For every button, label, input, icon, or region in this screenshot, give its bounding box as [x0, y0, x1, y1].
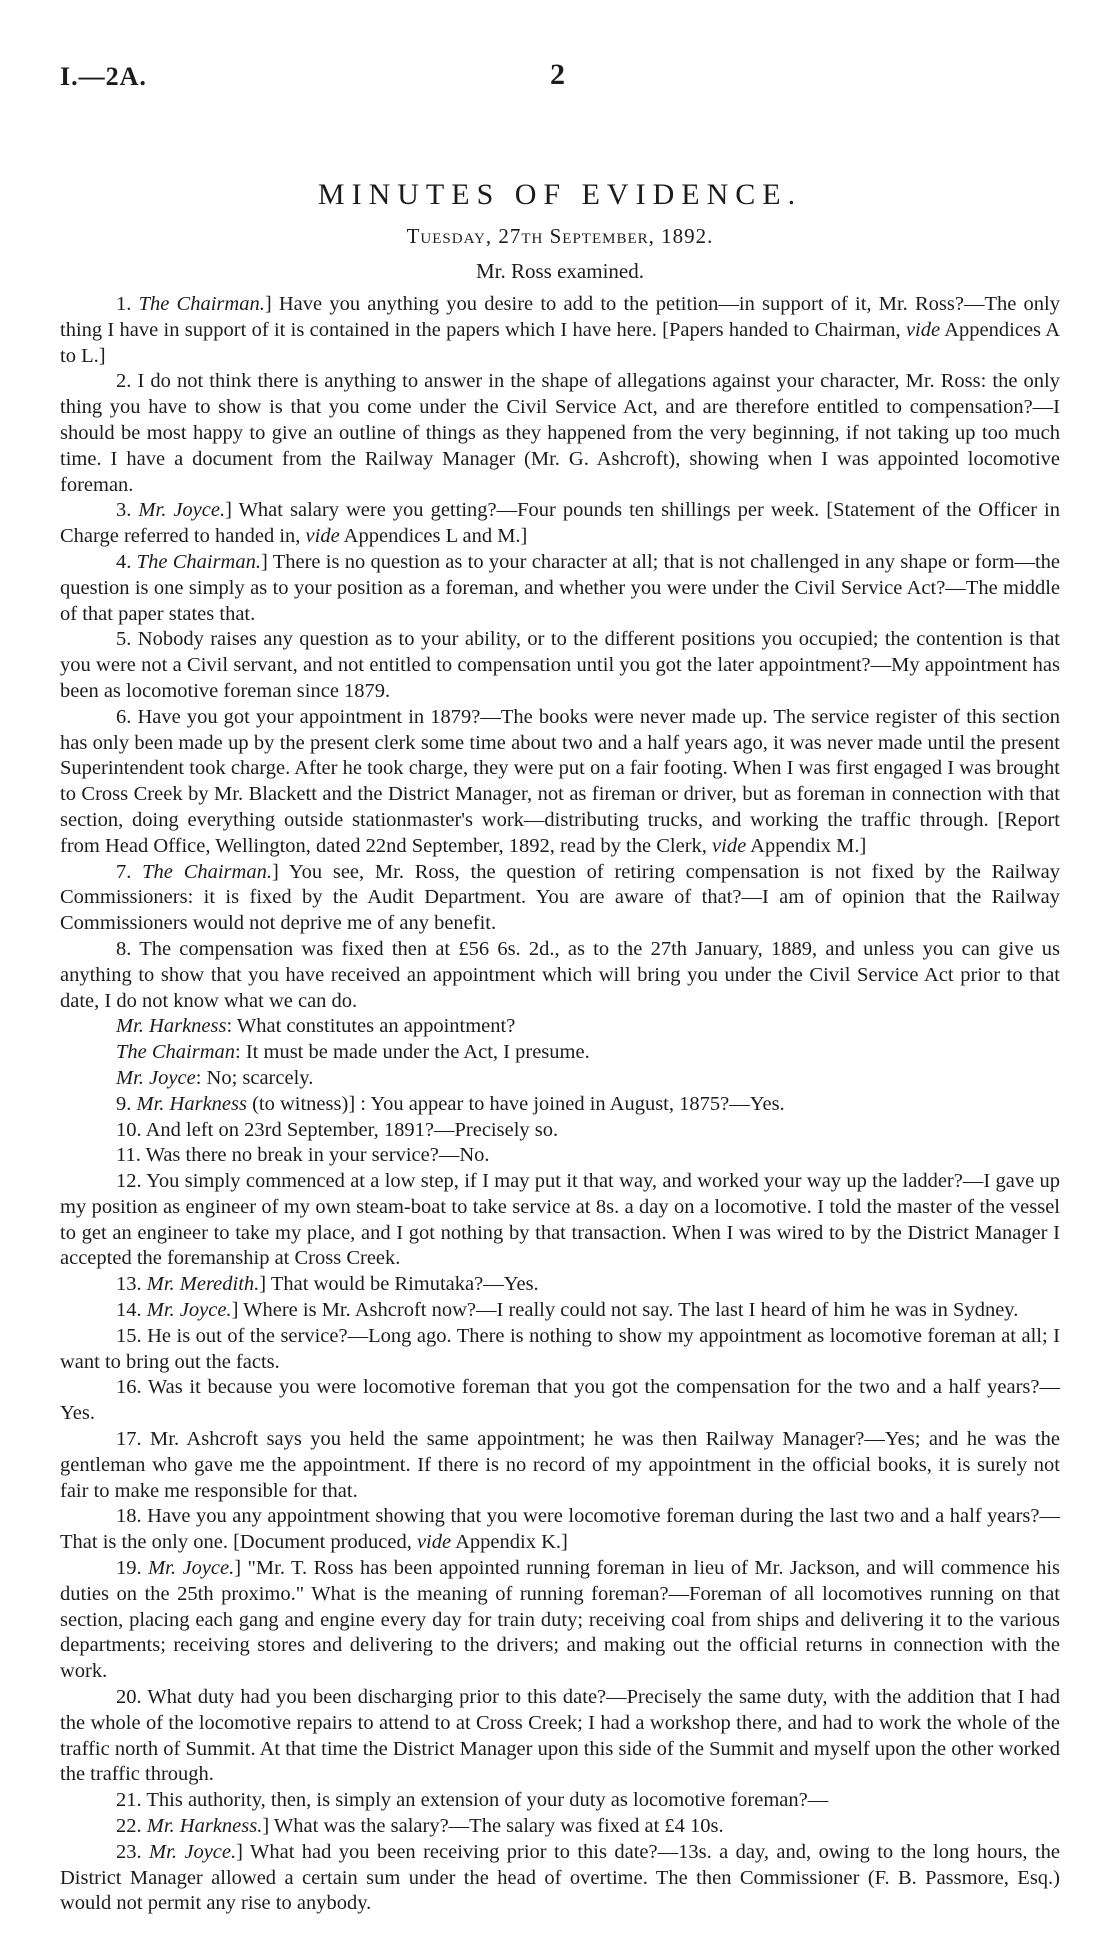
paragraph-text: Appendix K.]: [451, 1531, 568, 1554]
paragraph-text: 1.: [116, 293, 139, 315]
speaker-name: vide: [905, 318, 941, 341]
speaker-name: The Chairman.: [142, 860, 272, 883]
speaker-name: vide: [712, 834, 747, 857]
speaker-name: Mr. Meredith.: [146, 1273, 260, 1296]
paragraph-text: (to witness)] : You appear to have joined in August, 1875?—Yes.: [246, 1092, 785, 1115]
paragraph-text: ] You see, Mr. Ross, the question of retiring compensation is not fixed by the Railway Commissioners: it is fixed by the Audit Department. You are aware of that?—I am of opinion that the Railway Commissioners would not deprive me of any benefit.: [60, 860, 1060, 935]
speaker-name: Mr. Harkness: [116, 1015, 227, 1038]
speaker-name: Mr. Joyce.: [138, 499, 226, 522]
paragraph-text: 15. He is out of the service?—Long ago. There is nothing to show my appointment as locomotive foreman at all; I want to bring out the facts.: [60, 1324, 1060, 1373]
paragraph-text: 9.: [116, 1092, 137, 1115]
evidence-paragraph: [60, 1298, 1060, 1324]
paragraph-text: : No; scarcely.: [195, 1066, 314, 1089]
evidence-paragraph: [60, 860, 1060, 937]
evidence-paragraph: [60, 1814, 1060, 1840]
paragraph-text: : It must be made under the Act, I presume.: [235, 1041, 590, 1064]
evidence-paragraph: [60, 1504, 1060, 1556]
paragraph-text: 7.: [116, 860, 143, 883]
evidence-paragraph: [60, 1014, 1060, 1040]
paragraph-text: 2. I do not think there is anything to answer in the shape of allegations against your character, Mr. Ross: the only thing you have to show is that you come under the Civil Service Act, and are therefore entitled to compensation?—I should be most happy to give an outline of things as they happened from the very beginning, if not taking up too much time. I have a document from the Railway Manager (Mr. G. Ashcroft), showing when I was appointed locomotive foreman.: [60, 370, 1060, 496]
evidence-paragraph: [60, 369, 1060, 498]
evidence-paragraph: [60, 292, 1060, 369]
speaker-name: Mr. Harkness.: [146, 1815, 263, 1838]
paragraph-text: ] What salary were you getting?—Four pounds ten shillings per week. [Statement of the Officer in Charge referred to handed in,: [60, 499, 1061, 548]
paragraph-text: 14.: [116, 1299, 147, 1322]
paragraph-text: 5. Nobody raises any question as to your ability, or to the different positions you occupied; the contention is that you were not a Civil servant, and not entitled to compensation until you got the later appointment?—My appointment has been as locomotive foreman since 1879.: [60, 628, 1060, 702]
paragraph-text: 18. Have you any appointment showing that you were locomotive foreman during the last two and a half years?—That is the only one. [Document produced,: [60, 1505, 1060, 1554]
paragraph-text: 21. This authority, then, is simply an extension of your duty as locomotive foreman?—: [116, 1789, 829, 1812]
paragraph-text: 8. The compensation was fixed then at £56 6s. 2d., as to the 27th January, 1889, and unless you can give us anything to show that you have received an appointment which will bring you under the Civil Service Act prior to that date, I do not know what we can do.: [60, 937, 1060, 1012]
paragraph-text: ] "Mr. T. Ross has been appointed running foreman in lieu of Mr. Jackson, and will commence his duties on the 25th proximo." What is the meaning of running foreman?—Foreman of all locomotives running on that section, placing each gang and engine every day for train duty; receiving coal from ships and delivering it to the various departments; receiving stores and delivering to the drivers; and making out the official returns in connection with the work.: [60, 1557, 1060, 1683]
evidence-paragraph: [60, 1143, 1060, 1169]
evidence-paragraph: [60, 550, 1060, 627]
evidence-paragraph: [60, 1066, 1060, 1092]
paragraph-text: ] What was the salary?—The salary was fixed at £4 10s.: [262, 1815, 724, 1838]
evidence-paragraph: [60, 1169, 1060, 1272]
evidence-paragraph: [60, 937, 1060, 1014]
speaker-name: Mr. Joyce.: [146, 1299, 232, 1322]
paragraph-text: 16. Was it because you were locomotive foreman that you got the compensation for the two and a half years?—Yes.: [60, 1376, 1060, 1425]
speaker-name: The Chairman: [116, 1041, 236, 1064]
speaker-name: Mr. Harkness: [136, 1092, 247, 1115]
evidence-paragraph: [60, 705, 1060, 860]
paragraph-text: ] That would be Rimutaka?—Yes.: [259, 1273, 539, 1296]
document-page: [60, 40, 1060, 1917]
speaker-name: Mr. Joyce.: [148, 1557, 235, 1580]
evidence-paragraph: [60, 1272, 1060, 1298]
evidence-paragraph: [60, 498, 1060, 550]
paragraph-text: Appendices L and M.]: [339, 525, 528, 548]
paragraph-text: 20. What duty had you been discharging prior to this date?—Precisely the same duty, with the addition that I had the whole of the locomotive repairs to attend to at Cross Creek; I had a workshop there, and had to work the whole of the traffic north of Summit. At that time the District Manager upon this side of the Summit and myself upon the other worked the traffic through.: [60, 1686, 1060, 1786]
paragraph-text: : What constitutes an appointment?: [226, 1015, 516, 1038]
evidence-paragraph: [60, 1556, 1060, 1685]
evidence-paragraph: [60, 1040, 1060, 1066]
paragraph-text: 19.: [116, 1557, 149, 1580]
evidence-paragraph: [60, 1324, 1060, 1376]
page-reference: I.—2A.: [60, 62, 147, 91]
page-header: [60, 40, 1060, 110]
paragraph-text: 6. Have you got your appointment in 1879?—The books were never made up. The service register of this section has only been made up by the present clerk some time about two and a half years ago, it was never made until the present Superintendent took charge. After he took charge, they were put on a fair footing. When I was first engaged I was brought to Cross Creek by Mr. Blackett and the District Manager, not as fireman or driver, but as foreman in connection with that section, doing everything outside stationmaster's work—distributing trucks, and working the traffic through. [Report from Head Office, Wellington, dated 22nd September, 1892, read by the Clerk,: [60, 705, 1060, 857]
paragraph-text: 13.: [116, 1273, 147, 1296]
speaker-name: Mr. Joyce: [116, 1066, 196, 1089]
speaker-name: The Chairman.: [138, 293, 265, 315]
paragraph-text: 3.: [116, 499, 139, 522]
evidence-paragraph: [60, 1092, 1060, 1118]
evidence-body: [60, 292, 1060, 1917]
paragraph-text: Appendix M.]: [746, 834, 867, 857]
paragraph-text: 23.: [116, 1840, 150, 1863]
evidence-paragraph: [60, 1427, 1060, 1504]
paragraph-text: 22.: [116, 1815, 147, 1838]
speaker-name: vide: [305, 525, 340, 548]
paragraph-text: 12. You simply commenced at a low step, if I may put it that way, and worked your way up the ladder?—I gave up my position as engineer of my own steam-boat to take service at 8s. a day on a locomotive. I told the master of the vessel to get an engineer to take my place, and I got nothing by that transaction. When I was wired to by the District Manager I accepted the foremanship at Cross Creek.: [60, 1170, 1060, 1270]
witness-heading: Mr. Ross examined.: [476, 259, 644, 283]
paragraph-text: 4.: [116, 550, 137, 573]
paragraph-text: 10. And left on 23rd September, 1891?—Precisely so.: [116, 1118, 559, 1141]
paragraph-text: ] Where is Mr. Ashcroft now?—I really could not say. The last I heard of him he was in Sydney.: [231, 1299, 1019, 1322]
evidence-paragraph: [60, 1118, 1060, 1144]
document-title: MINUTES OF EVIDENCE.: [317, 178, 803, 211]
paragraph-text: ] There is no question as to your character at all; that is not challenged in any shape or form—the question is one simply as to your position as a foreman, and whether you were under the Civil Service Act?—The middle of that paper states that.: [60, 550, 1061, 625]
evidence-paragraph: [60, 1840, 1060, 1917]
paragraph-text: 17. Mr. Ashcroft says you held the same appointment; he was then Railway Manager?—Yes; and he was the gentleman who gave me the appointment. If there is no record of my appointment in the official books, it is surely not fair to make me responsible for that.: [60, 1428, 1060, 1502]
paragraph-text: 11. Was there no break in your service?—No.: [116, 1144, 490, 1167]
speaker-name: vide: [416, 1531, 452, 1554]
evidence-paragraph: [60, 627, 1060, 704]
paragraph-text: ] What had you been receiving prior to this date?—13s. a day, and, owing to the long hours, the District Manager allowed a certain sum under the head of overtime. The then Commissioner (F. B. Passmore, Esq.) would not permit any rise to anybody.: [60, 1840, 1061, 1915]
speaker-name: Mr. Joyce.: [149, 1840, 237, 1863]
evidence-paragraph: [60, 1375, 1060, 1427]
speaker-name: The Chairman.: [136, 550, 261, 573]
session-date: Tuesday, 27th September, 1892.: [406, 224, 714, 248]
evidence-paragraph: [60, 1685, 1060, 1788]
page-number: 2: [550, 58, 565, 91]
paragraph-text: Appendices A to L.]: [60, 318, 1060, 367]
evidence-paragraph: [60, 1788, 1060, 1814]
paragraph-text: ] Have you anything you desire to add to the petition—in support of it, Mr. Ross?—The only thing I have in support of it is contained in the papers which I have here. [Papers handed to Chairman,: [60, 293, 1061, 341]
